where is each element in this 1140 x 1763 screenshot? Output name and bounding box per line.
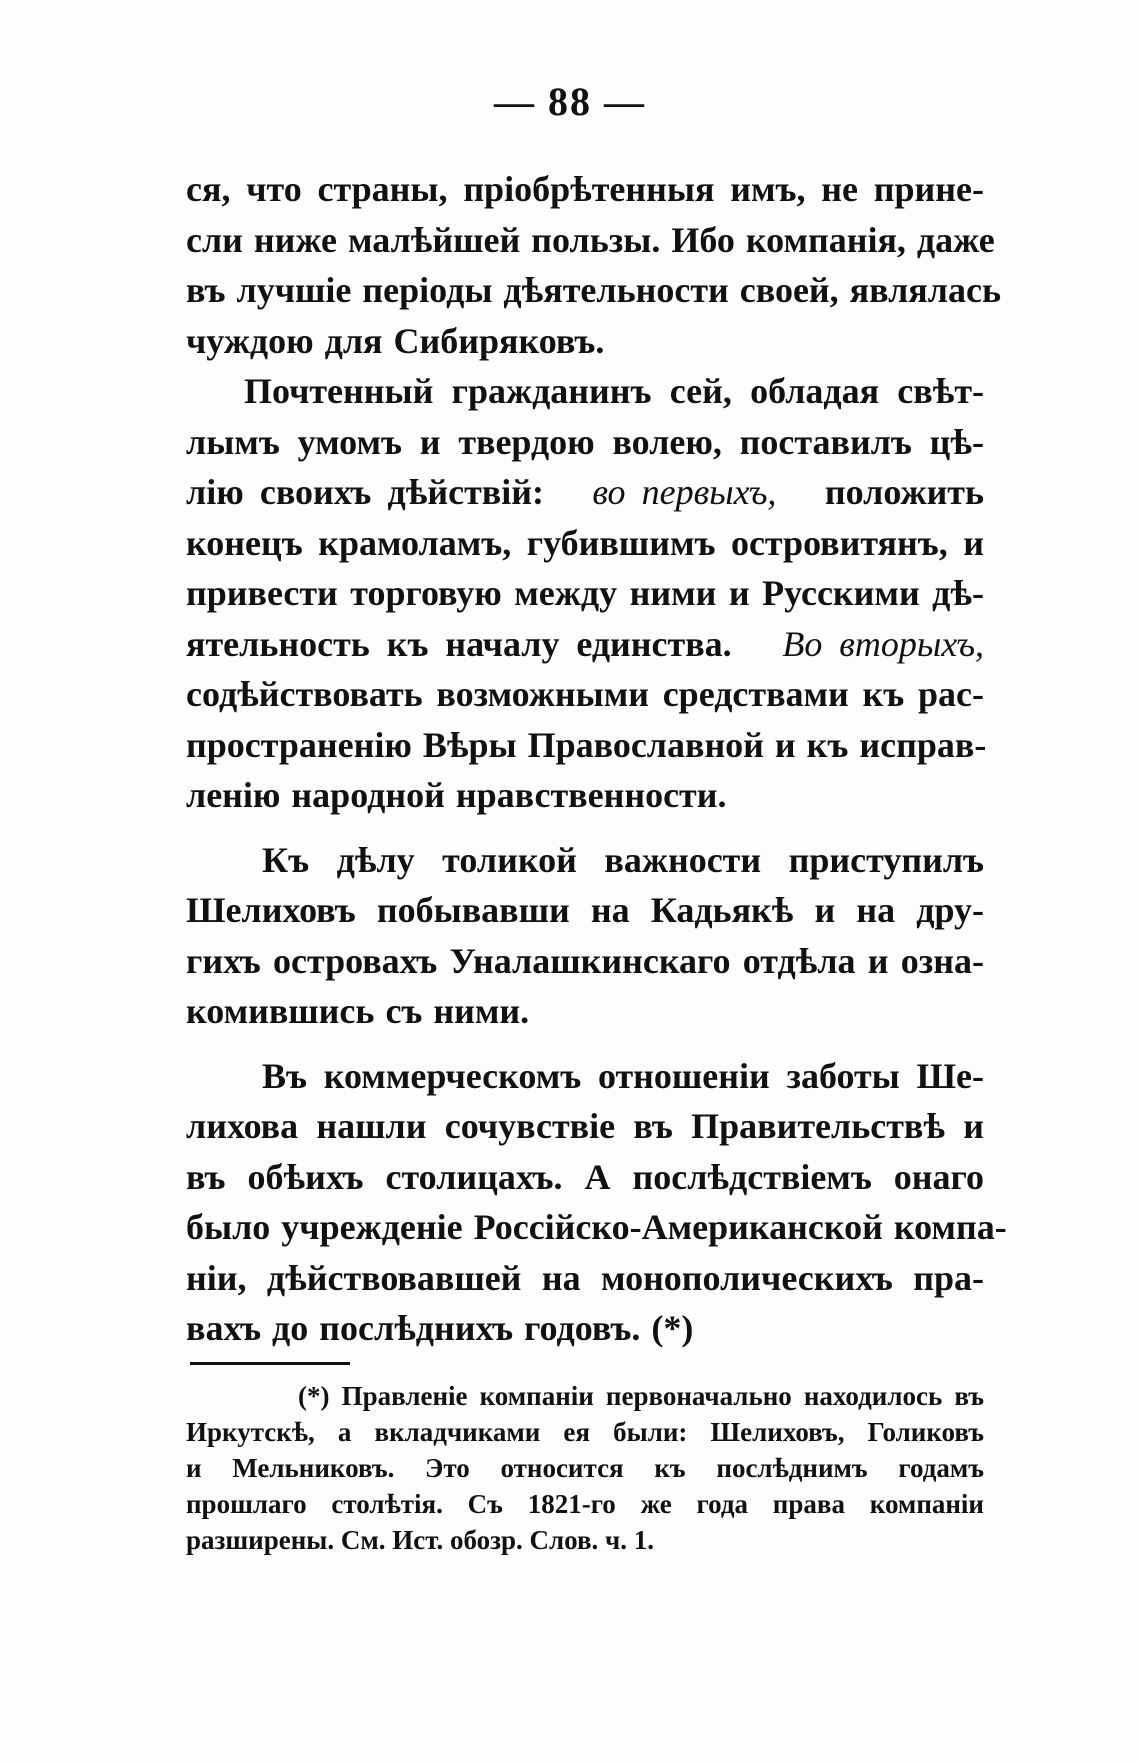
text-line: ся, что страны, пріобрѣтенныя имъ, не прине- xyxy=(186,169,984,209)
footnote-line: и Мельниковъ. Это относится къ послѣднимъ годамъ xyxy=(186,1453,984,1483)
footnote xyxy=(186,1378,984,1558)
text-line: Шелиховъ побывавши на Кадьякѣ и на дру- xyxy=(186,890,984,930)
footnote-line: (*) Правленіе компаніи первоначально находилось въ xyxy=(298,1381,984,1411)
text-line: было учрежденіе Россійско-Американской компа- xyxy=(186,1207,1007,1247)
text-line: чуждою для Сибиряковъ. xyxy=(186,320,605,361)
paragraph-1 xyxy=(186,164,1001,366)
text-line-with-emphasis xyxy=(186,467,984,518)
text-line: ніи, дѣйствовавшей на монополическихъ пра- xyxy=(186,1257,984,1298)
text-line: вахъ до послѣднихъ годовъ. (*) xyxy=(186,1308,694,1348)
text-line: пространенію Вѣры Православной и къ исправ- xyxy=(186,724,987,765)
text-line: сли ниже малѣйшей пользы. Ибо компанія, даже xyxy=(186,219,995,260)
text-line: комившись съ ними. xyxy=(186,991,530,1031)
text-line: Къ дѣлу толикой важности приступилъ xyxy=(262,839,984,880)
paragraph-4 xyxy=(186,1051,1007,1354)
paragraph-2 xyxy=(186,366,987,821)
text-line: содѣйствовать возможными средствами къ рас- xyxy=(186,674,984,714)
footnote-divider xyxy=(190,1362,350,1365)
text-fragment: положить xyxy=(824,472,985,512)
text-line: гихъ островахъ Уналашкинскаго отдѣла и озна- xyxy=(186,940,984,981)
paragraph-gap xyxy=(186,821,984,835)
page-number: — 88 — xyxy=(494,79,646,124)
footnote-line: прошлаго столѣтія. Съ 1821-го же года права компаніи xyxy=(186,1489,984,1519)
text-line: ленію народной нравственности. xyxy=(186,775,727,815)
footnote-line: разширены. См. Ист. обозр. Слов. ч. 1. xyxy=(186,1525,655,1555)
paragraph-gap xyxy=(186,1037,984,1051)
text-line: въ обѣихъ столицахъ. А послѣдствіемъ онаго xyxy=(186,1156,984,1197)
emphasis-first: во первыхъ, xyxy=(592,472,777,512)
text-fragment: лію своихъ дѣйствій: xyxy=(186,472,544,512)
text-line: лымъ умомъ и твердою волею, поставилъ цѣ- xyxy=(186,421,984,462)
text-line: Почтенный гражданинъ сей, обладая свѣт- xyxy=(244,371,984,411)
footnote-line: Иркутскѣ, а вкладчиками ея были: Шелиховъ, Голиковъ xyxy=(186,1417,984,1447)
emphasis-second: Во вторыхъ, xyxy=(782,623,985,664)
text-fragment: ятельность къ началу единства. xyxy=(186,623,732,664)
text-line: конецъ крамоламъ, губившимъ островитянъ, и xyxy=(186,522,984,563)
text-line: Въ коммерческомъ отношеніи заботы Ше- xyxy=(262,1055,984,1096)
main-text xyxy=(186,164,1007,1354)
text-line: лихова нашли сочувствіе въ Правительствѣ и xyxy=(186,1106,984,1146)
text-line: въ лучшіе періоды дѣятельности своей, являлась xyxy=(186,270,1001,310)
text-line-with-emphasis xyxy=(186,619,984,670)
paragraph-3 xyxy=(186,835,984,1037)
text-line: привести торговую между ними и Русскими дѣ- xyxy=(186,573,984,613)
